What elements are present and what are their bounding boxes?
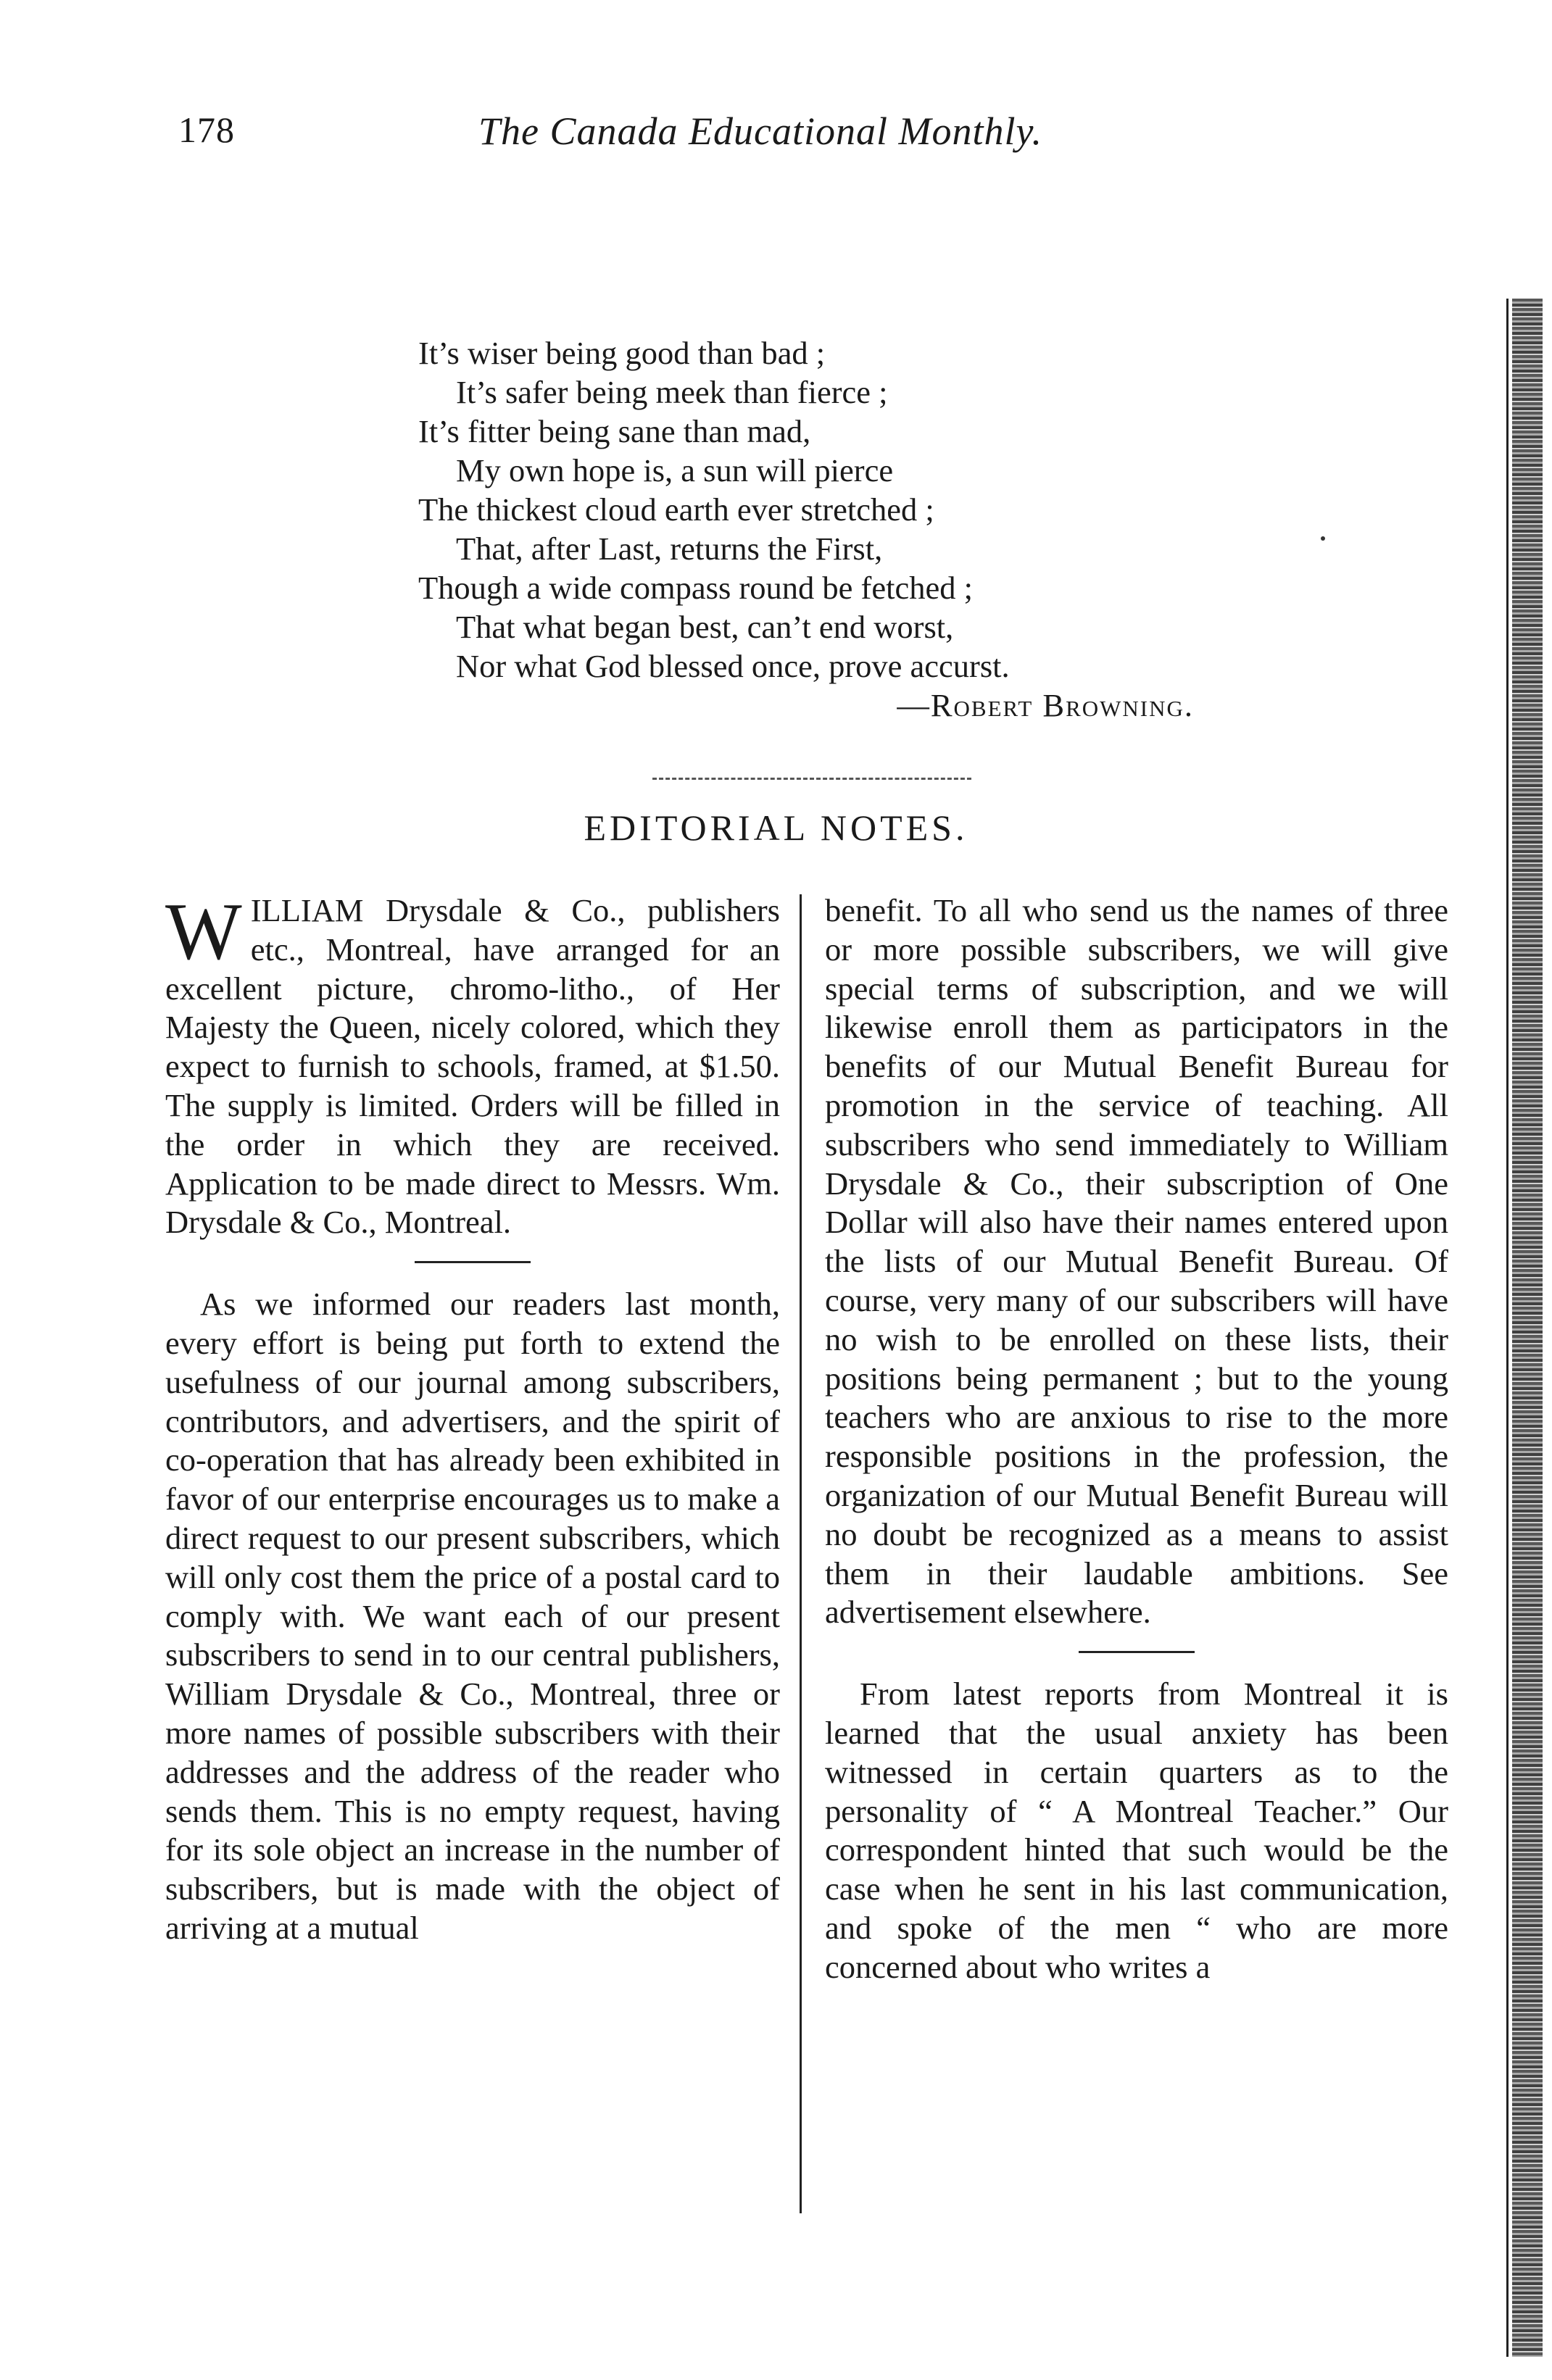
poem-line: It’s safer being meek than fierce ; [456,374,888,410]
poem-attribution: —Robert Browning. [897,687,1194,723]
poem-line: That, after Last, returns the First, [456,530,883,567]
editorial-paragraph: From latest reports from Montreal it is learned that the usual anxiety has been witnessed in certain quarters as to the personality of “ A Montreal Teacher.” Our correspondent hinted that such would be the case when he sent in his last communication, and spoke of the men “ who are more concerned about who writes a [825,1676,1448,1985]
poem-line: It’s wiser being good than bad ; [418,335,826,371]
poem-line: My own hope is, a sun will pierce [456,452,894,488]
paragraph-text: ILLIAM Drysdale & Co., publishers etc., Montreal, have arranged for an excellent picture, chromo-litho., of Her Majesty the Queen, nicely colored, which they expect to furnish to schools, framed, at $1.50. The supply is limited. Orders will be filled in the order in which they are received. Application to be made direct to Messrs. Wm. Drysdale & Co., Montreal. [165,892,780,1241]
section-separator-rule [415,1261,531,1263]
left-column [165,887,780,1948]
editorial-paragraph: As we informed our readers last month, every effort is being put forth to extend the usefulness of our journal among subscribers, contributors, and advertisers, and the spirit of co-operation that has already been exhibited in favor of our enterprise encourages us to make a direct request to our present subscribers, which will only cost them the price of a postal card to comply with. We want each of our present subscribers to send in to our central publishers, William Drysdale & Co., Montreal, three or more names of possible subscribers with their addresses and the address of the reader who sends them. This is no empty request, having for its sole object an increase in the number of subscribers, but is made with the object of arriving at a mutual [165,1286,780,1946]
section-separator-rule [1079,1651,1195,1653]
right-edge-line [1506,299,1509,2357]
page-edge-shadow [1512,299,1543,2357]
poem [418,333,1223,725]
poem-line: That what began best, can’t end worst, [456,609,954,645]
running-head: The Canada Educational Monthly. [478,109,1042,153]
editorial-paragraph: benefit. To all who send us the names of three or more possible subscribers, we will give special terms of subscription, and we will likewise enroll them as participators in the benefits of our Mutual Benefit Bureau for promotion in the service of teaching. All subscribers who send immediately to William Drysdale & Co., their subscription of One Dollar will also have their names entered upon the lists of our Mutual Benefit Bureau. Of course, very many of our subscribers will have no wish to be enrolled on these lists, their positions being permanent ; but to the young teachers who are anxious to rise to the more responsible positions in the profession, the organization of our Mutual Benefit Bureau will no doubt be recognized as a means to assist them in their laudable ambitions. See advertisement elsewhere. [825,892,1448,1631]
right-column [825,891,1448,1987]
editorial-paragraph [165,887,780,1242]
ornamental-rule [652,778,971,780]
column-divider [800,894,802,2213]
poem-line: The thickest cloud earth ever stretched ; [418,491,934,528]
ink-speck [1321,536,1325,541]
section-title: EDITORIAL NOTES. [584,807,968,848]
page-number: 178 [178,109,235,150]
drop-cap: W [165,887,242,977]
poem-line: Nor what God blessed once, prove accurst. [456,648,1010,684]
poem-line: Though a wide compass round be fetched ; [418,570,973,606]
poem-line: It’s fitter being sane than mad, [418,413,811,449]
